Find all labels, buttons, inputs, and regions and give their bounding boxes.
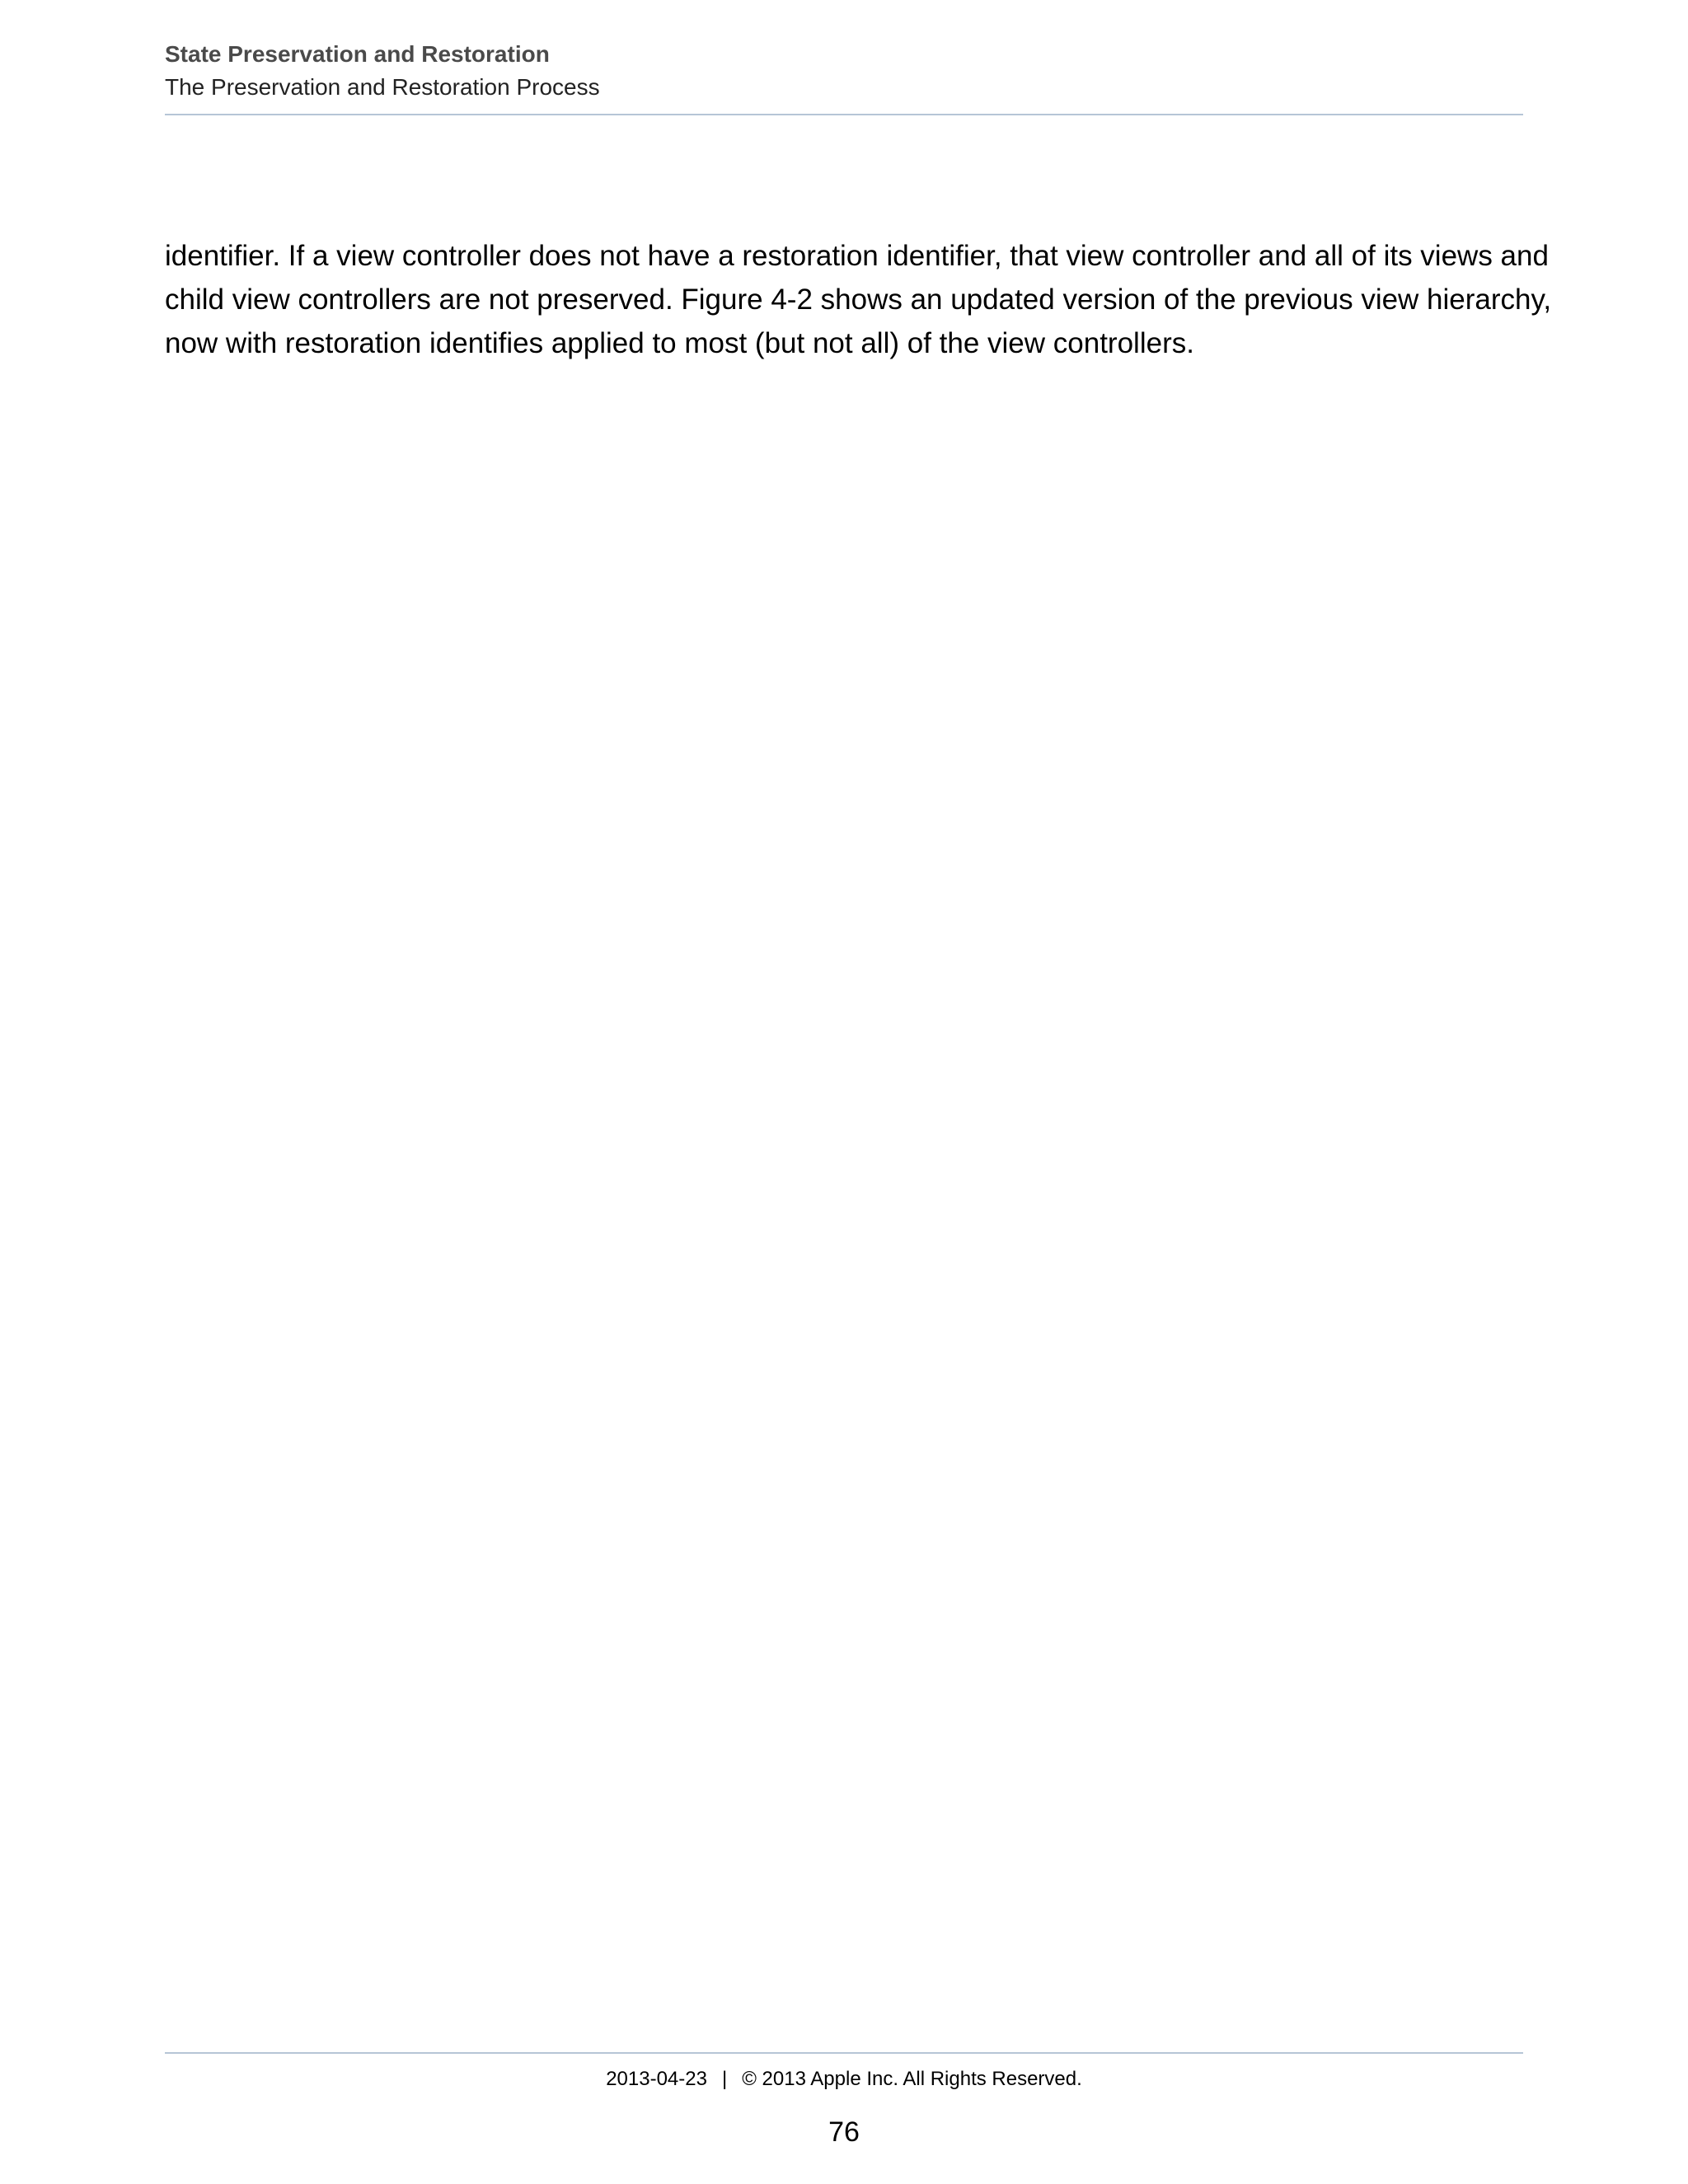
page-header (165, 38, 1523, 104)
section-title: The Preservation and Restoration Process (165, 74, 600, 100)
body-line-3: now with restoration identifies applied to most (but not all) of the view controllers. (165, 327, 1194, 359)
body-line-1: identifier. If a view controller does not have a restoration identifier, that view controller and all of its views and (165, 240, 1549, 272)
footer-separator: | (721, 2068, 728, 2090)
footer-date: 2013-04-23 (606, 2068, 707, 2090)
header-divider (165, 114, 1523, 115)
footer-copyright: © 2013 Apple Inc. All Rights Reserved. (742, 2068, 1082, 2090)
page-number: 76 (828, 2116, 860, 2148)
body-line-2: child view controllers are not preserved. Figure 4-2 shows an updated version of the previous view hierarchy, (165, 284, 1552, 316)
chapter-title: State Preservation and Restoration (165, 41, 550, 67)
footer-divider (165, 2052, 1523, 2054)
page-footer (0, 2063, 1688, 2096)
body-paragraph (165, 234, 1552, 365)
